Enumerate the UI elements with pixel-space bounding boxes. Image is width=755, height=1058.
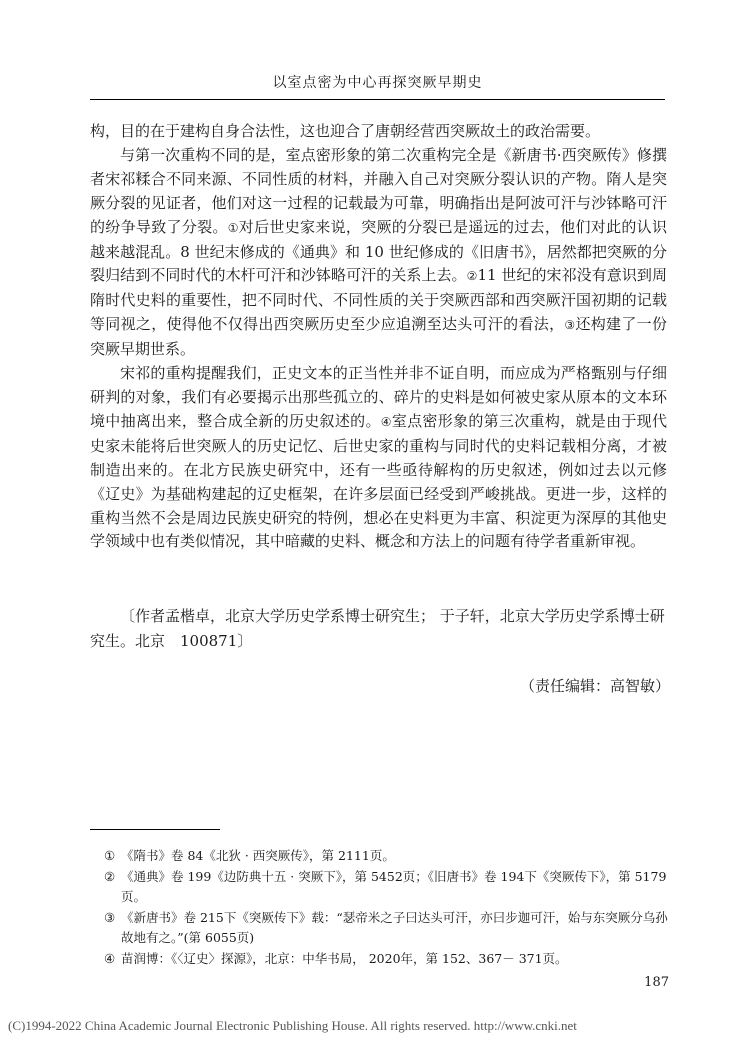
footnote-ref-4[interactable]: ④ [380,414,392,429]
paragraph-1: 构，目的在于建构自身合法性，这也迎合了唐朝经营西突厥故土的政治需要。 [90,122,601,140]
paragraph-3-text-a: 宋祁的重构提醒我们，正史文本的正当性并非不证自明，而应成为严格甄别与仔细研判的对象，我们有必要揭示出那些孤立的、碎片的史料是如何被史家从原本的文本环境中抽离出来，整合成全新的历史叙述的。 [90,364,667,430]
footnote-4-text: 苗润博：《〈辽史〉探源》，北京：中华书局， 2020年，第 152、367－ 371页。 [121,950,568,966]
paragraph-3-text-b: 室点密形象的第三次重构，就是由于现代史家未能将后世突厥人的历史记忆、后世史家的重构与同时代的史料记载相分离，才被制造出来的。在北方民族史研究中，还有一些亟待解构的历史叙述，例如过去以元修《辽史》为基础构建起的辽史框架，在许多层面已经受到严峻挑战。更进一步，这样的重构当然不会是周边民族史研究的特例，想必在史料更为丰富、积淀更为深厚的其他史学领域中也有类似情况，其中暗藏的史料、概念和方法上的问题有待学者重新审视。 [90,411,667,551]
responsible-editor: （责任编辑：高智敏） [519,677,670,695]
footnote-3-mark: ③ [104,909,116,925]
footnote-ref-2[interactable]: ② [466,269,478,284]
footnote-1 [104,846,669,867]
footnote-ref-1[interactable]: ① [227,220,239,235]
paragraph-2-text-b: 对后世史家来说，突厥的分裂已是遥远的过去，他们对此的认识越来越混乱。8 世纪末修成的《通典》和 10 世纪修成的《旧唐书》，居然都把突厥的分裂归结到不同时代的木杆可汗和沙钵略可汗的关系上去。 [90,217,667,285]
footnote-3-text: 《新唐书》卷 215下《突厥传下》载：“瑟帝米之子曰达头可汗，亦曰步迦可汗，始与东突厥分乌孙故地有之。”(第 6055页) [121,909,668,945]
paragraph-2-text-d: 还构建了一份突厥早期世系。 [90,315,667,359]
footnote-2-text: 《通典》卷 199《边防典十五 · 突厥下》，第 5452页；《旧唐书》卷 194下《突厥传下》，第 5179页。 [121,868,667,904]
footnote-ref-3[interactable]: ③ [564,318,576,333]
footnote-rule [90,829,220,830]
paragraph-2 [90,144,667,362]
author-info: 〔作者孟楷卓，北京大学历史学系博士研究生； 于子轩，北京大学历史学系博士研究生。北京 100871〕 [90,607,665,650]
article-body [90,120,667,554]
footnote-2-mark: ② [104,868,116,884]
running-header: 以室点密为中心再探突厥早期史 [272,75,483,91]
paragraph-2-text-c: 11 世纪的宋祁没有意识到周隋时代史料的重要性，把不同时代、不同性质的关于突厥西部和西突厥汗国初期的记载等同视之，使得他不仅得出西突厥历史至少应追溯至达头可汗的看法， [90,266,667,334]
paragraph-3 [90,362,667,554]
footnote-4-mark: ④ [104,950,116,966]
footnote-3 [104,908,669,949]
footnote-2 [104,867,669,908]
copyright-footer: (C)1994-2022 China Academic Journal Electronic Publishing House. All rights reserved. http://www.cnki.net [8,1018,577,1033]
header-rule [90,99,665,100]
footnote-4 [104,949,669,970]
paragraph-2-text-a: 与第一次重构不同的是，室点密形象的第二次重构完全是《新唐书·西突厥传》修撰者宋祁糅合不同来源、不同性质的材料，并融入自己对突厥分裂认识的产物。隋人是突厥分裂的见证者，他们对这一过程的记载最为可靠，明确指出是阿波可汗与沙钵略可汗的纷争导致了分裂。 [90,145,667,236]
page-number: 187 [644,975,669,990]
footnote-1-mark: ① [104,848,116,863]
footnotes [104,846,669,969]
footnote-1-text: 《隋书》卷 84《北狄 · 西突厥传》，第 2111页。 [121,848,395,863]
